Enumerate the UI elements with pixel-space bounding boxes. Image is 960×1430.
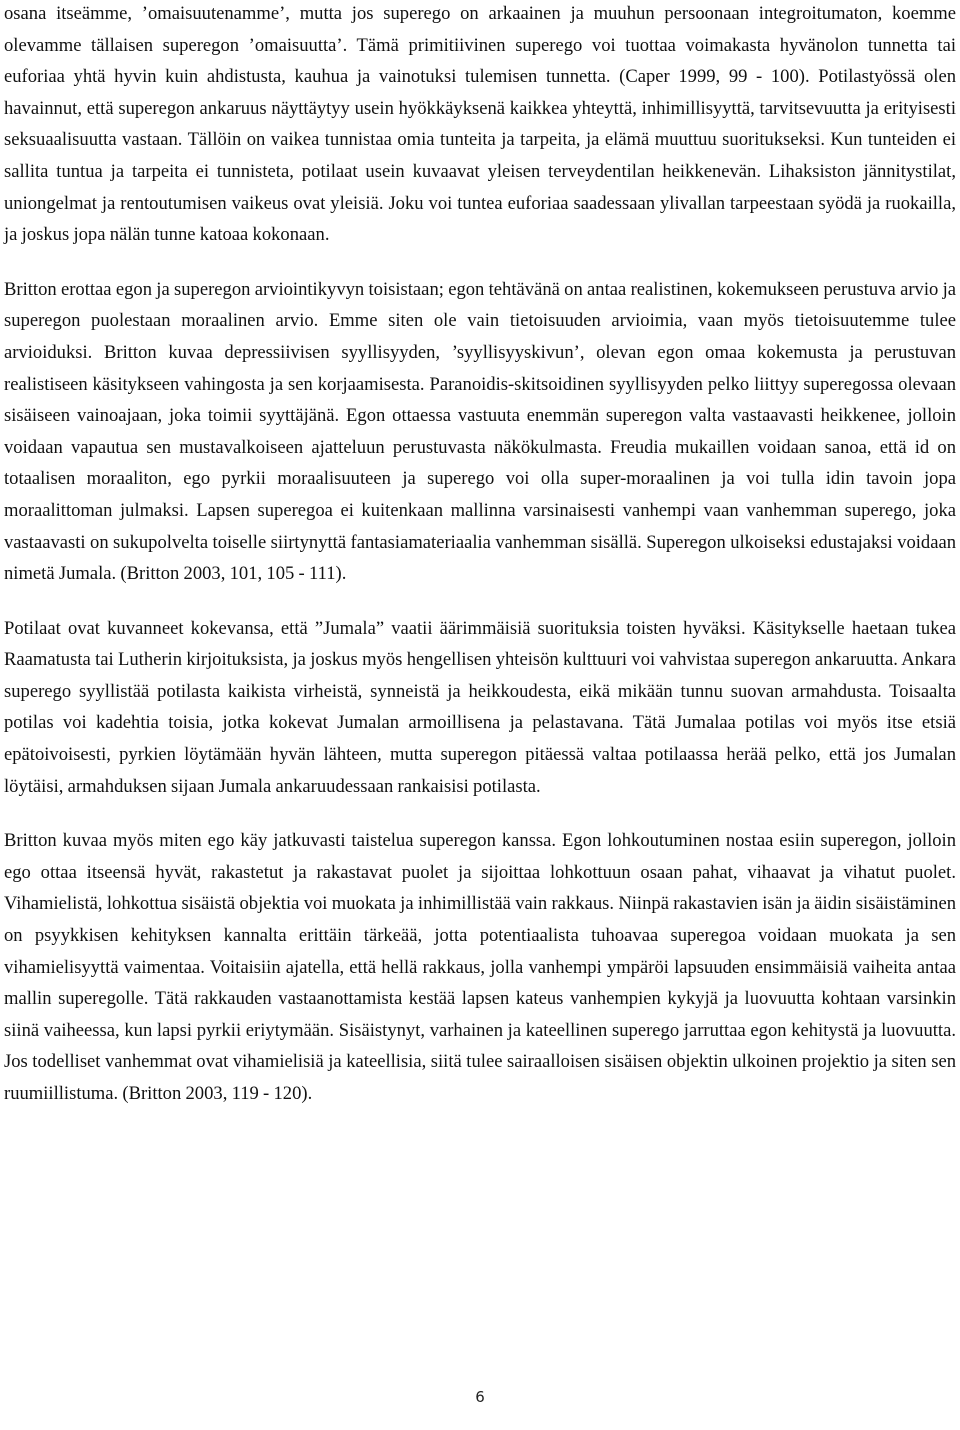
document-page <box>4 0 956 1110</box>
paragraph-3: Potilaat ovat kuvanneet kokevansa, että ”Jumala” vaatii äärimmäisiä suorituksia toisten hyväksi. Käsitykselle haetaan tukea Raamatusta tai Lutherin kirjoituksista, ja joskus myös hengellisen yhteisön kulttuuri voi vahvistaa superegon ankaruutta. Ankara superego syyllistää potilasta kaikista virheistä, synneistä ja heikkoudesta, eikä mikään tunnu suovan armahdusta. Toisaalta potilas voi kadehtia toisia, jotka kokevat Jumalan armoillisena ja pelastavana. Tätä Jumalaa potilas voi myös itse etsiä epätoivoisesti, pyrkien löytämään hyvän lähteen, mutta superegon pitäessä valtaa potilaassa herää pelko, että jos Jumalan löytäisi, armahduksen sijaan Jumala ankaruudessaan rankaisisi potilasta. <box>4 617 956 797</box>
paragraph-2: Britton erottaa egon ja superegon arviointikyvyn toisistaan; egon tehtävänä on antaa realistinen, kokemukseen perustuva arvio ja superegon puolestaan moraalinen arvio. Emme siten ole vain tietoisuuden arvioimia, vaan myös tietoisuutemme tulee arvioiduksi. Britton kuvaa depressiivisen syyllisyyden, ’syyllisyyskivun’, olevan egon omaa kokemusta ja perustuvan realistiseen käsitykseen vahingosta ja sen korjaamisesta. Paranoidis-skitsoidinen syyllisyyden pelko liittyy superegossa olevaan sisäiseen vainoajaan, joka toimii syyttäjänä. Egon ottaessa vastuuta enemmän superegon valta vastaavasti heikkenee, jolloin voidaan vapautua sen mustavalkoiseen ajatteluun perustuvasta näkökulmasta. Freudia mukaillen voidaan sanoa, että id on totaalisen moraaliton, ego pyrkii moraalisuuteen ja superego voi olla super-moraalinen ja voi tulla idin tavoin jopa moraalittoman julmaksi. Lapsen superegoa ei kuitenkaan mallinna varsinaisesti vanhempi vaan vanhemman superego, joka vastaavasti on sukupolvelta toiselle siirtynyttä fantasiamateriaalia vanhemman sisällä. Superegon ulkoiseksi edustajaksi voidaan nimetä Jumala. (Britton 2003, 101, 105 - 111). <box>4 278 956 585</box>
paragraph-4: Britton kuvaa myös miten ego käy jatkuvasti taistelua superegon kanssa. Egon lohkoutuminen nostaa esiin superegon, jolloin ego ottaa itseensä hyvät, rakastetut ja rakastavat puolet ja sijoittaa lohkottuun osaan pahat, vihaavat ja vihatut puolet. Vihamielistä, lohkottua sisäistä objektia voi muokata ja inhimillistää vain rakkaus. Niinpä rakastavien isän ja äidin sisäistäminen on psyykkisen kehityksen kannalta erittäin tärkeää, jotta potentiaalista tuhoavaa superegoa voidaan muokata ja sen vihamielisyyttä vaimentaa. Voitaisiin ajatella, että hellä rakkaus, jolla vanhempi ympäröi lapsuuden ensimmäisiä vaiheita antaa mallin superegolle. Tätä rakkauden vastaanottamista kestää lapsen kateus vanhempien kykyjä ja luovuutta kohtaan varsinkin siinä vaiheessa, kun lapsi pyrkii eriytymään. Sisäistynyt, varhainen ja kateellinen superego jarruttaa egon kehitystä ja luovuutta. Jos todelliset vanhemmat ovat vihamielisiä ja kateellisia, siitä tulee sairaalloisen sisäisen objektin ulkoinen projektio ja siten sen ruumiillistuma. (Britton 2003, 119 - 120). <box>4 830 956 1104</box>
paragraph-1: osana itseämme, ’omaisuutenamme’, mutta jos superego on arkaainen ja muuhun persoonaan integroitumaton, koemme olevamme tällaisen superegon ’omaisuutta’. Tämä primitiivinen superego voi tuottaa voimakasta hyvänolon tunnetta tai euforiaa yhtä hyvin kuin ahdistusta, kauhua ja vainotuksi tulemisen tunnetta. (Caper 1999, 99 - 100). Potilastyössä olen havainnut, että superegon ankaruus näyttäytyy usein hyökkäyksenä kaikkea yhteyttä, inhimillisyyttä, tarvitsevuutta ja erityisesti seksuaalisuutta vastaan. Tällöin on vaikea tunnistaa omia tunteita ja tarpeita, ja elämä muuttuu suoritukseksi. Kun tunteiden ei sallita tuntua ja tarpeita ei tunnisteta, potilaat usein kuvaavat yleisen terveydentilan heikkenevän. Lihaksiston jännitystilat, uniongelmat ja rentoutumisen vaikeus ovat yleisiä. Joku voi tuntea euforiaa saadessaan ylivallan tarpeestaan syödä ja ruokailla, ja joskus jopa nälän tunne katoaa kokonaan. <box>4 3 956 246</box>
page-number: 6 <box>475 1388 485 1406</box>
